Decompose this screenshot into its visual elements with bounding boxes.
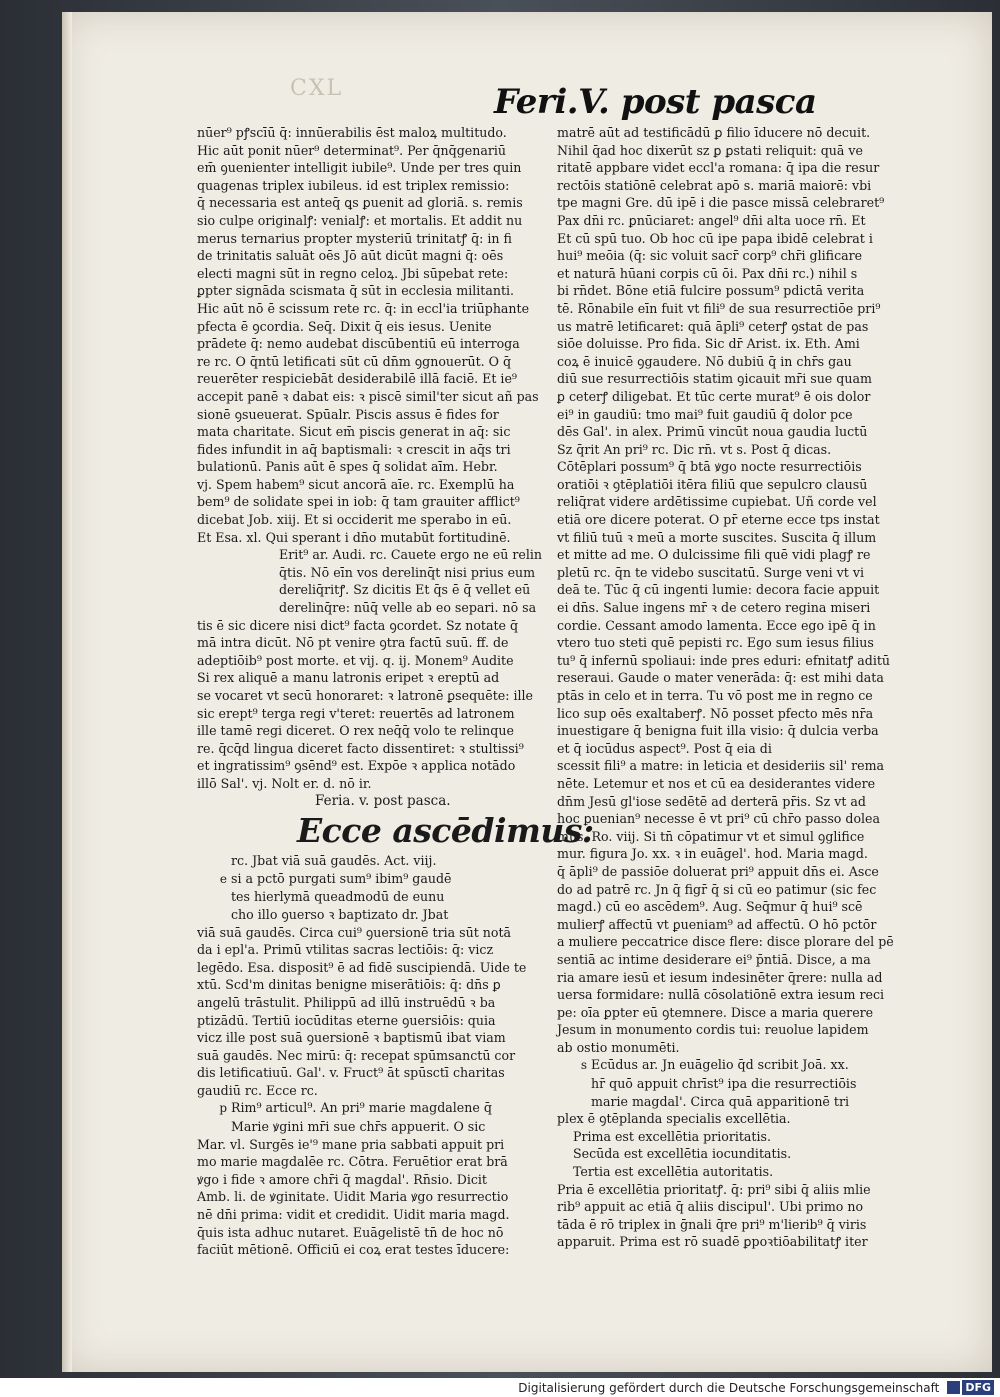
line-text: vj. Spem habem⁹ sicut ancorā aīe. rc. Exemplū ha — [197, 476, 515, 492]
line-text: q̄ āpli⁹ de passiōe doluerat pri⁹ appuit dn̄s ei. Asce — [557, 863, 879, 879]
line-text: em̄ ꝯuenienter intelligit iubile⁹. Unde per tres quin — [197, 160, 522, 176]
left-column-text-line — [197, 722, 602, 740]
line-text: Jesum in monumento cordis tui: reuolue lapidem — [557, 1022, 869, 1038]
left-column-text-line — [197, 142, 602, 160]
left-column-text-line — [197, 564, 602, 582]
line-text: nē dn̄i prima: vidit et credidit. Uidit maria magd. — [197, 1207, 510, 1223]
line-text: vtero tuo steti quē pepisti rc. Ego sum iesus filius — [557, 635, 874, 651]
left-column-text-line — [197, 617, 602, 635]
line-text: sentiā ac intime desiderare ei⁹ p̄ntiā. Disce, a ma — [557, 951, 871, 967]
line-text: illō Sal'. vj. Nolt er. d. nō ir. — [197, 775, 372, 791]
left-column-text-line — [197, 1171, 602, 1189]
left-column-text-line — [197, 1064, 602, 1082]
left-column-text-line — [197, 1082, 602, 1100]
line-text: angelū trāstulit. Philippū ad illū instruēdū ꝛ ba — [197, 994, 496, 1010]
left-column-text-line — [197, 406, 602, 424]
right-column-text-line — [557, 581, 957, 599]
right-column-text-line — [557, 493, 957, 511]
left-column-text-line — [197, 1241, 602, 1259]
line-text: fides infundit in aq̄ baptismali: ꝛ crescit in aq̄s tri — [197, 441, 511, 457]
line-text: dis letificatiuū. Gal'. v. Fruct⁹ āt spūsctī charitas — [197, 1065, 505, 1081]
left-column-text-line — [197, 353, 602, 371]
line-text: adeptiōib⁹ post morte. et vij. q. ij. Monem⁹ Audite — [197, 652, 514, 668]
line-text: da i epl'a. Primū vtilitas sacras lectiōis: q̄: vicz — [197, 942, 494, 958]
right-column-text-line — [557, 757, 957, 775]
right-column-text-line — [557, 370, 957, 388]
line-text: dereliq̄ritꝭ. Sz dicitis Et q̄s ē q̄ vellet eū — [279, 582, 531, 598]
line-text: Nihil q̄ad hoc dixerūt sz ꝑ ꝑstati reliquit: quā ve — [557, 142, 863, 158]
line-text: mulierꝭ affectū vt ꝑueniam⁹ ad affectū. O hō pctōr — [557, 916, 877, 932]
line-text: uersa formidare: nullā cōsolatiōnē extra iesum reci — [557, 987, 885, 1003]
line-text: et mitte ad me. O dulcissime fili quē vidi plagꝭ re — [557, 547, 871, 563]
right-column-text-line — [557, 318, 957, 336]
line-text: hr̄ quō appuit chrīst⁹ ipa die resurrectiōis — [591, 1076, 857, 1092]
left-column-text-line — [197, 870, 602, 889]
right-column-text-line — [557, 423, 957, 441]
line-text: re. q̄cq̄d lingua diceret facto dissentiret: ꝛ stultissi⁹ — [197, 740, 524, 756]
right-column-text-line — [557, 722, 957, 740]
line-text: Si rex aliquē a manu latronis eripet ꝛ ereptū ad — [197, 670, 500, 686]
right-column-text-line — [557, 1181, 957, 1199]
left-column-text-line — [197, 388, 602, 406]
left-column-text-line — [197, 212, 602, 230]
left-column-text-line — [197, 1153, 602, 1171]
line-text: tes hierlymā queadmodū de eunu — [231, 889, 445, 905]
line-text: ei dn̄s. Salue ingens mr̄ ꝛ de cetero regina miseri — [557, 600, 871, 616]
marginal-letter: p — [219, 1101, 227, 1116]
line-text: matrē aūt ad testificādū ꝑ filio īducere nō decuit. — [557, 125, 871, 140]
line-text: pe: oīa ꝑpter eū ꝯtemnere. Disce a maria querere — [557, 1004, 874, 1020]
line-text: reuerēter respiciebāt desiderabilē illā faciē. Et ie⁹ — [197, 371, 517, 387]
digitization-credit-bar — [0, 1378, 1000, 1397]
left-column-text-line — [197, 194, 602, 212]
right-column-text-line — [557, 669, 957, 687]
line-text: lico sup oēs exaltaberꝭ. Nō posset pfecto mēs nr̄a — [557, 705, 874, 721]
line-text: Et cū spū tuo. Ob hoc cū ipe papa ibidē celebrat i — [557, 230, 873, 246]
left-column-text-line — [197, 493, 602, 511]
left-column-text-line — [197, 529, 602, 547]
line-text: vicz ille post suā ꝯuersionē ꝛ baptismū ibat viam — [197, 1030, 506, 1046]
right-column-text-line — [557, 652, 957, 670]
line-text: pletū rc. q̄n te videbo suscitatū. Surge veni vt vi — [557, 564, 864, 580]
line-text: gaudiū rc. Ecce rc. — [197, 1082, 318, 1098]
line-text: se vocaret vt secū honoraret: ꝛ latronē ꝑsequēte: ille — [197, 688, 533, 703]
left-column-text-line — [197, 1047, 602, 1065]
line-text: q̄tis. Nō eīn vos derelinq̄t nisi prius eum — [279, 564, 536, 580]
right-column-text-line — [557, 212, 957, 230]
line-text: legēdo. Esa. disposit⁹ ē ad fidē suscipiendā. Uide te — [197, 959, 527, 975]
right-column-text-line — [557, 1056, 957, 1075]
line-text: inuestigare q̄ benigna fuit illa visio: q̄ dulcia verba — [557, 723, 879, 739]
line-text: faciūt mētionē. Officiū ei coꝝ erat testes īducere: — [197, 1242, 510, 1258]
line-text: ille tamē regi diceret. O rex neq̄q̄ volo te relinque — [197, 723, 514, 739]
line-text: tu⁹ q̄ infernū spoliaui: inde pres eduri: efnitatꝭ aditū — [557, 652, 891, 668]
line-text: Secūda est excellētia iocunditatis. — [573, 1146, 792, 1162]
line-text: electi magni sūt in regno celoꝝ. Jbi sūpebat rete: — [197, 265, 509, 281]
left-column-text-line — [197, 546, 602, 564]
marginal-letter: e — [219, 871, 227, 886]
line-text: mus. Ro. viij. Si tn̄ cōpatimur vt et simul ꝯglifice — [557, 828, 865, 844]
line-text: tē. Rōnabile eīn fuit vt fili⁹ de sua resurrectiōe pri⁹ — [557, 300, 881, 316]
line-text: ꝑpter signāda scismata q̄ sūt in ecclesia militanti. — [197, 283, 515, 299]
left-column-text-line — [197, 793, 602, 811]
line-text: coꝝ ē inuicē ꝯgaudere. Nō dubiū q̄ in chr̄s gau — [557, 353, 852, 369]
left-column-text-line — [197, 1188, 602, 1206]
line-text: hui⁹ meōia (q̄: sic voluit sacr̄ corp⁹ chr̄i glificare — [557, 248, 863, 264]
left-column-text-line — [197, 959, 602, 977]
line-text: Hic aūt nō ē scissum rete rc. q̄: in eccl'ia triūphante — [197, 300, 530, 316]
right-column-text-line — [557, 1198, 957, 1216]
dfg-logo-mark-icon — [947, 1381, 960, 1394]
left-column-text-line — [197, 318, 602, 336]
left-text-column — [197, 124, 602, 1259]
right-text-column — [557, 124, 957, 1251]
right-column-text-line — [557, 511, 957, 529]
right-column-text-line — [557, 634, 957, 652]
right-column-text-line — [557, 705, 957, 723]
line-text: bem⁹ de solidate spei in iob: q̄ tam grauiter afflict⁹ — [197, 494, 520, 510]
line-text: accepit panē ꝛ dabat eis: ꝛ piscē simil'ter sicut añ pas — [197, 388, 539, 404]
line-text: mata charitate. Sicut em̄ piscis generat in aq̄: sic — [197, 424, 511, 440]
line-text: xtū. Scd'm dinitas benigne miserātiōis: q̄: dn̄s ꝑ — [197, 977, 501, 993]
line-text: mā intra dicūt. Nō pt venire ꝯtra factū suū. ff. de — [197, 635, 509, 651]
left-column-text-line — [197, 370, 602, 388]
left-column-text-line — [197, 458, 602, 476]
line-text: ab ostio monumēti. — [557, 1039, 680, 1055]
line-text: mur. figura Jo. xx. ꝛ in euāgel'. hod. Maria magd. — [557, 846, 868, 862]
right-column-text-line — [557, 599, 957, 617]
line-text: Cōtēplari possum⁹ q̄ btā ꝟgo nocte resurrectiōis — [557, 459, 862, 475]
right-column-text-line — [557, 1021, 957, 1039]
line-text: ptās in celo et in terra. Tu vō post me in regno ce — [557, 688, 873, 703]
left-column-text-line — [197, 282, 602, 300]
line-text: marie magdal'. Circa quā apparitionē tri — [591, 1093, 849, 1109]
left-column-text-line — [197, 230, 602, 248]
line-text: Rim⁹ articul⁹. An pri⁹ marie magdalene q̄ — [231, 1100, 492, 1116]
right-column-text-line — [557, 617, 957, 635]
right-column-text-line — [557, 740, 957, 758]
left-column-text-line — [197, 1206, 602, 1224]
line-text: et ingratissim⁹ ꝯsēnd⁹ est. Expōe ꝛ applica notādo — [197, 758, 516, 774]
right-column-text-line — [557, 476, 957, 494]
right-column-text-line — [557, 546, 957, 564]
right-column-text-line — [557, 775, 957, 793]
line-text: scessit fili⁹ a matre: in leticia et desideriis sil' rema — [557, 758, 885, 774]
left-column-text-line — [197, 247, 602, 265]
line-text: pfecta ē ꝯcordia. Seq̄. Dixit q̄ eis iesus. Uenite — [197, 318, 492, 334]
line-text: oratiōi ꝛ ꝯtēplatiōi itēra filiū que sepulcro clausū — [557, 476, 868, 492]
line-text: dicebat Job. xiij. Et si occiderit me sperabo in eū. — [197, 512, 512, 528]
left-column-text-line — [197, 634, 602, 652]
line-text: cho illo ꝯuerso ꝛ baptizato dr. Jbat — [231, 906, 449, 922]
line-text: ria amare iesū et iesum indesinēter q̄rere: nulla ad — [557, 969, 883, 985]
line-text: et naturā hūani corpis cū ōi. Pax dn̄i rc.) nihil s — [557, 265, 858, 281]
line-text: nēte. Letemur et nos et cū ea desiderantes videre — [557, 775, 876, 791]
left-column-text-line — [197, 159, 602, 177]
right-column-text-line — [557, 810, 957, 828]
line-text: Mar. vl. Surgēs ie'⁹ mane pria sabbati appuit pri — [197, 1136, 505, 1152]
line-text: do ad patrē rc. Jn q̄ figr̄ q̄ si cū eo patimur (sic fec — [557, 881, 877, 897]
right-column-text-line — [557, 529, 957, 547]
left-column-text-line — [197, 810, 602, 852]
line-text: dēs Gal'. in alex. Primū vincūt noua gaudia luctū — [557, 424, 868, 440]
right-column-text-line — [557, 142, 957, 160]
right-column-text-line — [557, 933, 957, 951]
right-column-text-line — [557, 1145, 957, 1163]
left-column-text-line — [197, 775, 602, 793]
line-text: Hic aūt ponit nūer⁹ determinat⁹. Per q̄nq̄genariū — [197, 142, 507, 158]
right-column-text-line — [557, 1075, 957, 1093]
line-text: Pria ē excellētia prioritatꝭ. q̄: pri⁹ sibi q̄ aliis mlie — [557, 1181, 871, 1197]
line-text: merus ternarius propter mysteriū trinitatꝭ q̄: in fi — [197, 230, 512, 246]
left-column-text-line — [197, 265, 602, 283]
left-column-text-line — [197, 124, 602, 142]
right-column-text-line — [557, 353, 957, 371]
line-text: viā suā gaudēs. Circa cui⁹ ꝯuersionē tria sūt notā — [197, 924, 512, 940]
left-column-text-line — [197, 888, 602, 906]
line-text: ptizādū. Tertiū iocūditas eterne ꝯuersiōis: quia — [197, 1012, 496, 1028]
line-text: siōe doluisse. Pro fida. Sic dr̄ Arist. ix. Eth. Ami — [557, 336, 860, 352]
right-column-text-line — [557, 1216, 957, 1234]
line-text: ritatē appbare videt eccl'a romana: q̄ ipa die resur — [557, 160, 880, 176]
line-text: a muliere peccatrice disce flere: disce plorare del pē — [557, 934, 894, 950]
right-column-text-line — [557, 1004, 957, 1022]
left-column-text-line — [197, 1029, 602, 1047]
right-column-text-line — [557, 687, 957, 705]
right-column-text-line — [557, 1128, 957, 1146]
credit-text: Digitalisierung gefördert durch die Deutsche Forschungsgemeinschaft — [518, 1380, 940, 1395]
line-text: derelinq̄re: nūq̄ velle ab eo separi. nō sa — [279, 600, 537, 616]
left-column-text-line — [197, 852, 602, 870]
left-column-text-line — [197, 669, 602, 687]
left-column-text-line — [197, 300, 602, 318]
line-text: tāda ē rō triplex in ḡnali q̄re pri⁹ m'lierib⁹ q̄ viris — [557, 1216, 867, 1232]
right-column-text-line — [557, 177, 957, 195]
left-column-text-line — [197, 599, 602, 617]
left-column-text-line — [197, 177, 602, 195]
line-text: Pax dn̄i rc. ꝑnūciaret: angel⁹ dn̄i alta uoce rn̄. Et — [557, 212, 866, 228]
left-column-text-line — [197, 994, 602, 1012]
line-text: mo marie magdalēe rc. Cōtra. Feruētior erat brā — [197, 1154, 508, 1170]
folio-number: CXL — [290, 76, 344, 101]
left-column-text-line — [197, 906, 602, 924]
line-text: Feria. v. post pasca. — [315, 792, 451, 809]
left-column-text-line — [197, 1099, 602, 1118]
line-text: Ecūdus ar. Jn euāgelio q̄d scribit Joā. xx. — [591, 1057, 849, 1073]
right-column-text-line — [557, 881, 957, 899]
line-text: si a pctō purgati sum⁹ ibim⁹ gaudē — [231, 870, 452, 886]
dfg-logo — [947, 1380, 994, 1395]
right-column-text-line — [557, 335, 957, 353]
left-column-text-line — [197, 1118, 602, 1136]
right-column-text-line — [557, 916, 957, 934]
left-column-text-line — [197, 687, 602, 705]
marginal-letter: s — [580, 1058, 587, 1073]
line-text: Et Esa. xl. Qui sperant i dn̄o mutabūt fortitudinē. — [197, 529, 511, 545]
right-column-text-line — [557, 1039, 957, 1057]
left-column-text-line — [197, 1224, 602, 1242]
line-text: Prima est excellētia prioritatis. — [573, 1128, 771, 1144]
line-text: dn̄m Jesū gl'iose sedētē ad derterā pr̄is. Sz vt ad — [557, 793, 866, 809]
right-column-text-line — [557, 194, 957, 212]
right-column-text-line — [557, 863, 957, 881]
right-column-text-line — [557, 564, 957, 582]
line-text: magd.) cū eo ascēdem⁹. Aug. Seq̄mur q̄ hui⁹ scē — [557, 899, 863, 915]
right-column-text-line — [557, 969, 957, 987]
right-column-text-line — [557, 230, 957, 248]
line-text: et q̄ iocūdus aspect⁹. Post q̄ eia di — [557, 740, 772, 756]
line-text: rib⁹ appuit ac etiā q̄ aliis discipul'. Ubi primo no — [557, 1199, 864, 1215]
left-column-text-line — [197, 705, 602, 723]
line-text: ꝟgo i fide ꝛ amore chr̄i q̄ magdal'. Rn̄sio. Dicit — [197, 1171, 487, 1187]
left-column-text-line — [197, 441, 602, 459]
line-text: q̄uis ista adhuc nutaret. Euāgelistē tn̄ de hoc nō — [197, 1224, 504, 1240]
line-text: Erit⁹ ar. Audi. rc. Cauete ergo ne eū relin — [279, 547, 543, 563]
line-text: Ecce ascēdimus: — [297, 811, 594, 851]
line-text: ei⁹ in gaudiū: tmo mai⁹ fuit gaudiū q̄ dolor pce — [557, 406, 853, 422]
line-text: apparuit. Prima est rō suadē ꝑpoꝛtiōabilitatꝭ iter — [557, 1234, 868, 1250]
left-column-text-line — [197, 924, 602, 942]
left-column-text-line — [197, 581, 602, 599]
right-column-text-line — [557, 441, 957, 459]
line-text: hoc ꝑuenian⁹ necesse ē vt pri⁹ cū chr̄o passo dolea — [557, 811, 881, 827]
line-text: reseraui. Gaude o mater venerāda: q̄: est mihi data — [557, 670, 884, 686]
right-column-text-line — [557, 828, 957, 846]
right-column-text-line — [557, 898, 957, 916]
right-column-text-line — [557, 300, 957, 318]
left-column-text-line — [197, 511, 602, 529]
line-text: Marie ꝟgini mr̄i sue chr̄s appuerit. O sic — [231, 1119, 486, 1135]
line-text: us matrē letificaret: quā āpli⁹ ceterꝭ ꝯstat de pas — [557, 318, 869, 334]
line-text: reliq̄rat videre ardētissime cupiebat. Uñ corde vel — [557, 494, 877, 510]
right-column-text-line — [557, 282, 957, 300]
right-column-text-line — [557, 1110, 957, 1128]
line-text: bulationū. Panis aūt ē spes q̄ solidat aīm. Hebr. — [197, 459, 498, 475]
right-column-text-line — [557, 1163, 957, 1181]
line-text: deā te. Tūc q̄ cū ingenti lumie: decora facie appuit — [557, 582, 880, 598]
line-text: rc. Jbat viā suā gaudēs. Act. viij. — [231, 853, 437, 869]
line-text: ꝑ ceterꝭ diligebat. Et tūc certe murat⁹ ē ois dolor — [557, 388, 871, 404]
left-column-text-line — [197, 941, 602, 959]
line-text: sic erept⁹ terga regi v'teret: reuertēs ad latronem — [197, 705, 515, 721]
running-head: Feri.V. post pasca — [494, 82, 817, 122]
left-column-text-line — [197, 740, 602, 758]
left-column-text-line — [197, 757, 602, 775]
line-text: Amb. li. de ꝟginitate. Uidit Maria ꝟgo resurrectio — [197, 1189, 509, 1205]
line-text: etiā ore dicere poterat. O pr̄ eterne ecce tps instat — [557, 512, 880, 528]
line-text: bi rn̄det. Bōne etiā fulcire possum⁹ pdictā verita — [557, 283, 865, 299]
right-column-text-line — [557, 406, 957, 424]
dfg-logo-text: DFG — [962, 1380, 994, 1395]
left-column-text-line — [197, 335, 602, 353]
right-column-text-line — [557, 951, 957, 969]
right-column-text-line — [557, 388, 957, 406]
right-column-text-line — [557, 124, 957, 142]
right-column-text-line — [557, 159, 957, 177]
line-text: re rc. O q̄ntū letificati sūt cū dn̄m ꝯgnouerūt. O q̄ — [197, 353, 512, 369]
left-column-text-line — [197, 1012, 602, 1030]
left-column-text-line — [197, 476, 602, 494]
line-text: sionē ꝯsueuerat. Spūalr. Piscis assus ē fides for — [197, 406, 499, 422]
line-text: suā gaudēs. Nec mirū: q̄: recepat spūmsanctū cor — [197, 1047, 516, 1063]
line-text: quagenas triplex iubileus. id est triplex remissio: — [197, 177, 510, 193]
line-text: plex ē ꝯtēplanda specialis excellētia. — [557, 1111, 791, 1127]
right-column-text-line — [557, 845, 957, 863]
line-text: tis ē sic dicere nisi dict⁹ facta ꝯcordet. Sz notate q̄ — [197, 617, 519, 633]
line-text: rectōis statiōnē celebrat apō s. mariā maiorē: vbi — [557, 177, 872, 193]
right-column-text-line — [557, 265, 957, 283]
line-text: de trinitatis saluāt oēs Jō aūt dicūt magni q̄: oēs — [197, 248, 504, 264]
line-text: sio culpe originalꝭ: venialꝭ: et mortalis. Et addit nu — [197, 212, 523, 228]
line-text: diū sue resurrectiōis statim ꝯicauit mr̄i sue quam — [557, 371, 872, 387]
line-text: cordie. Cessant amodo lamenta. Ecce ego ipē q̄ in — [557, 617, 876, 633]
left-column-text-line — [197, 423, 602, 441]
line-text: vt filiū tuū ꝛ meū a morte suscites. Suscita q̄ illum — [557, 529, 877, 545]
line-text: tpe magni Gre. dū ipē i die pasce missā celebraret⁹ — [557, 195, 885, 211]
line-text: prādete q̄: nemo audebat discūbentiū eū interroga — [197, 336, 520, 352]
right-column-text-line — [557, 458, 957, 476]
right-column-text-line — [557, 1233, 957, 1251]
line-text: nūer⁹ pꝭscīū q̄: innūerabilis ēst maloꝝ multitudo. — [197, 125, 507, 140]
left-column-text-line — [197, 976, 602, 994]
left-column-text-line — [197, 1136, 602, 1154]
right-column-text-line — [557, 1093, 957, 1111]
left-column-text-line — [197, 652, 602, 670]
line-text: q̄ necessaria est anteq̄ ꝗs ꝑuenit ad gloriā. s. remis — [197, 195, 523, 211]
right-column-text-line — [557, 247, 957, 265]
right-column-text-line — [557, 793, 957, 811]
line-text: Tertia est excellētia autoritatis. — [573, 1164, 774, 1180]
right-column-text-line — [557, 986, 957, 1004]
line-text: Sz q̄rit An pri⁹ rc. Dic rn̄. vt s. Post q̄ dicas. — [557, 441, 832, 457]
